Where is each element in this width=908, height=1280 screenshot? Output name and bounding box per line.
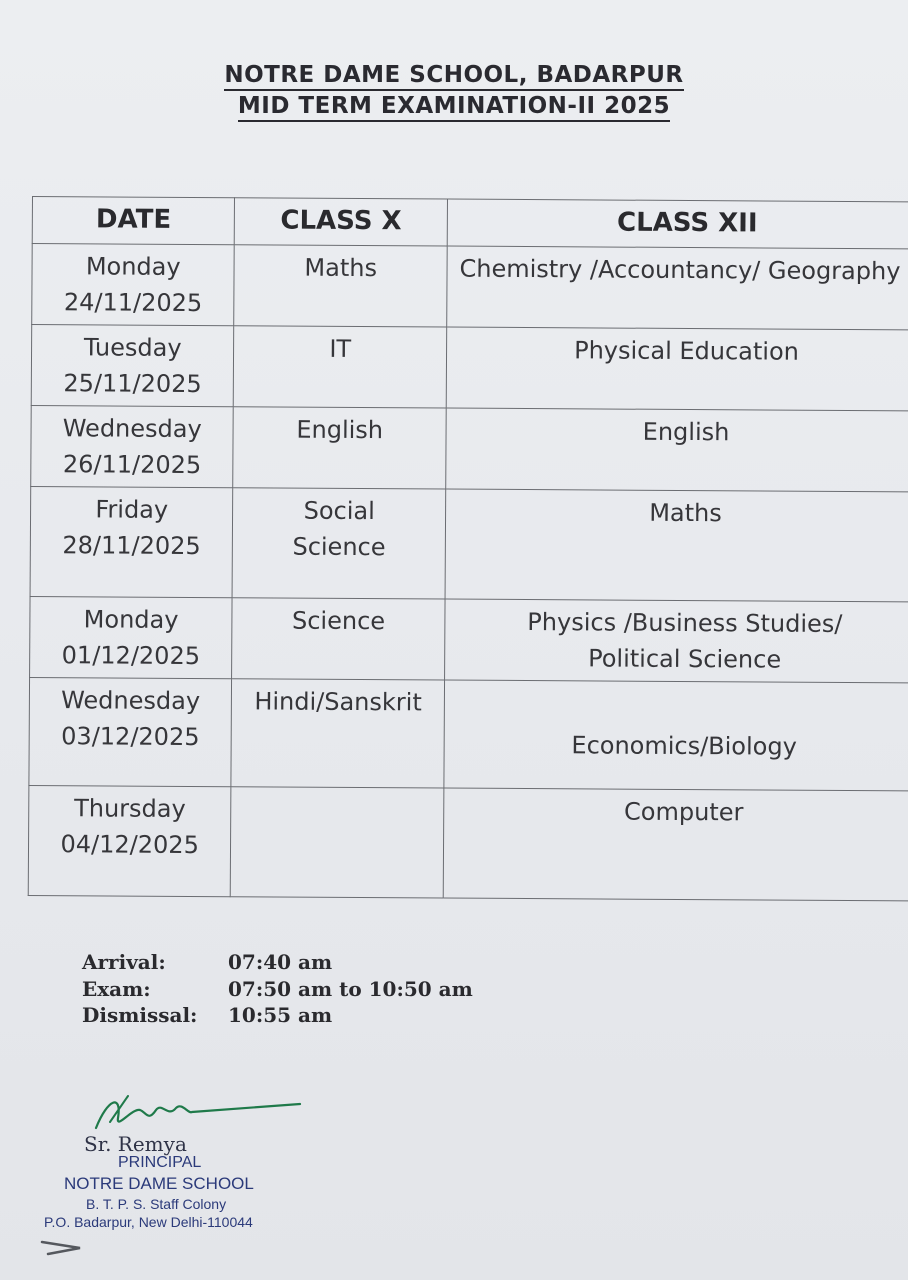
stamp-address-line-1: B. T. P. S. Staff Colony (86, 1196, 227, 1212)
date-cell: Monday 24/11/2025 (32, 244, 235, 326)
date-cell: Wednesday 03/12/2025 (29, 677, 232, 786)
table-row (30, 596, 908, 682)
header-class-x: CLASS X (235, 198, 448, 246)
class-xii-cell: Physical Education (446, 327, 908, 411)
date-cell: Monday 01/12/2025 (30, 596, 233, 678)
class-xii-cell: Economics/Biology (444, 680, 908, 791)
principal-role: PRINCIPAL (118, 1154, 202, 1171)
table-row (30, 486, 908, 601)
exam-time-label: Exam: (82, 976, 151, 1001)
exam-time-value: 07:50 am to 10:50 am (228, 976, 473, 1001)
arrival-row (82, 950, 473, 977)
dismissal-value: 10:55 am (228, 1003, 333, 1027)
header-class-xii: CLASS XII (447, 199, 908, 249)
arrival-value: 07:40 am (228, 950, 333, 974)
class-xii-cell: English (446, 408, 908, 492)
class-xii-cell: Computer (443, 788, 908, 901)
class-x-cell: IT (234, 326, 447, 408)
table-row (31, 325, 908, 411)
class-x-cell: Hindi/Sanskrit (231, 679, 444, 788)
table-row (29, 677, 908, 790)
class-xii-cell: Physics /Business Studies/ Political Science (445, 599, 908, 683)
principal-name: Sr. Remya (84, 1132, 187, 1156)
table-header-row (32, 197, 908, 249)
class-x-cell: English (233, 407, 446, 489)
class-xii-cell: Maths (445, 489, 908, 602)
signature-scribble-icon (88, 1088, 308, 1138)
exam-time-row (82, 977, 473, 1004)
dismissal-row (82, 1003, 473, 1030)
exam-timetable (28, 196, 908, 901)
class-x-cell: Social Science (232, 488, 445, 599)
table-row (28, 785, 908, 900)
staple-pin-icon (40, 1236, 88, 1258)
stamp-address-line-2: P.O. Badarpur, New Delhi-110044 (44, 1214, 253, 1230)
header-date: DATE (32, 197, 235, 245)
date-cell: Wednesday 26/11/2025 (31, 405, 234, 487)
arrival-label: Arrival: (82, 950, 166, 974)
exam-title: MID TERM EXAMINATION-II 2025 (0, 93, 908, 119)
school-title: NOTRE DAME SCHOOL, BADARPUR (0, 62, 908, 88)
stamp-school-name: NOTRE DAME SCHOOL (64, 1174, 254, 1193)
dismissal-label: Dismissal: (82, 1003, 198, 1027)
class-x-cell (231, 787, 444, 898)
table-row (31, 405, 908, 491)
table-row (32, 244, 908, 330)
date-cell: Thursday 04/12/2025 (28, 785, 231, 896)
class-x-cell: Science (232, 598, 445, 680)
date-cell: Tuesday 25/11/2025 (31, 325, 234, 407)
class-xii-cell: Chemistry /Accountancy/ Geography (447, 246, 908, 330)
class-x-cell: Maths (234, 245, 447, 327)
date-cell: Friday 28/11/2025 (30, 486, 233, 597)
timing-block (82, 950, 473, 1030)
